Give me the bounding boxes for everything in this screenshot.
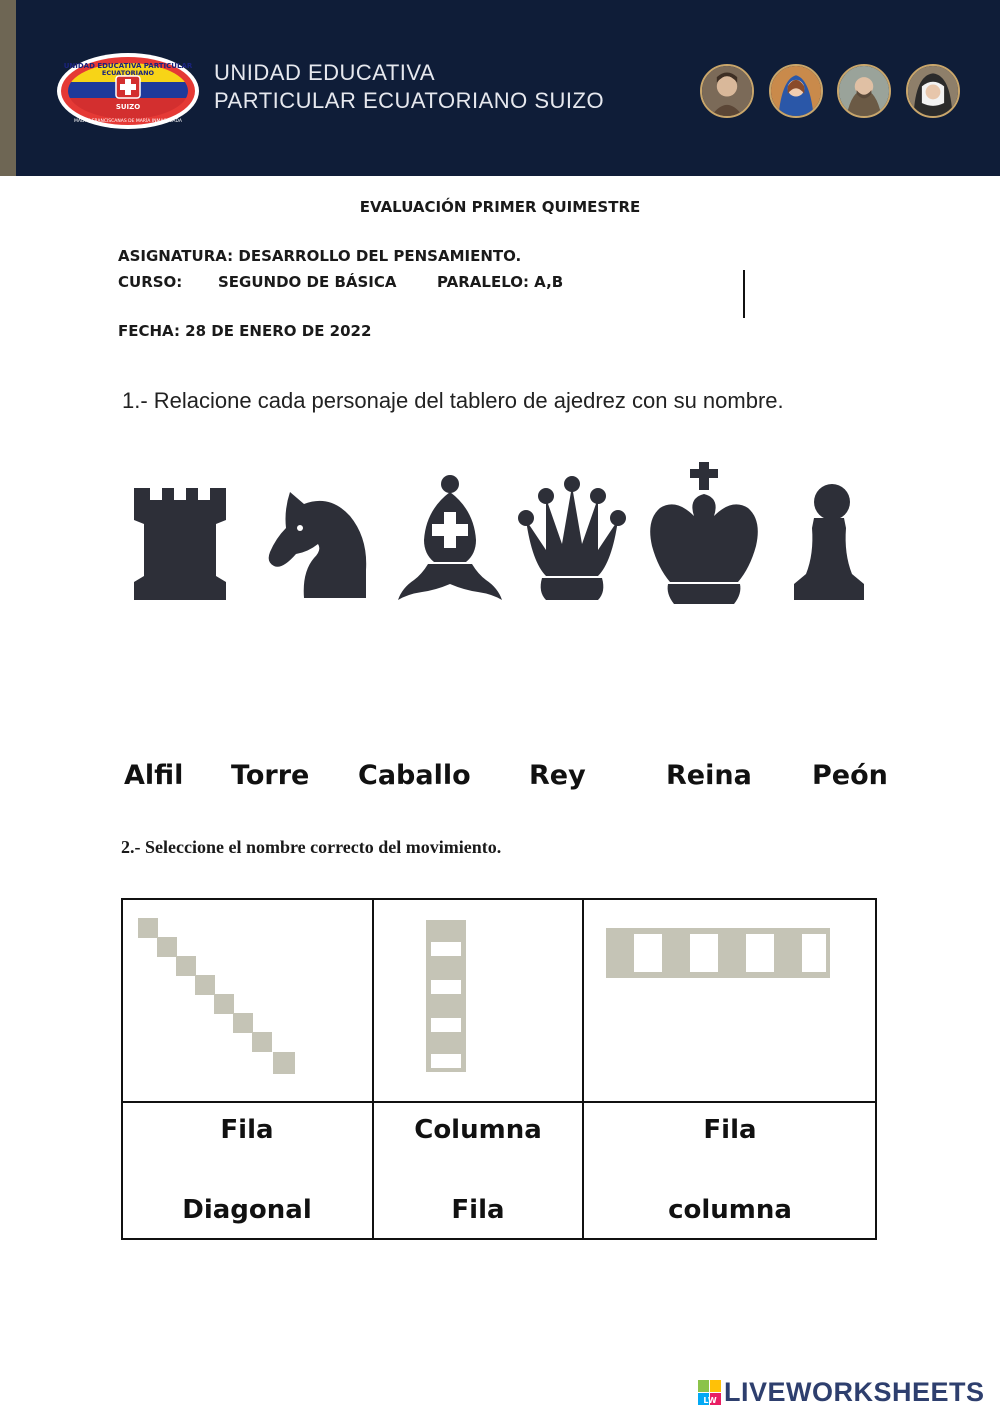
horizontal-row-movement-icon (604, 926, 832, 980)
svg-text:UNIDAD EDUCATIVA PARTICULAR: UNIDAD EDUCATIVA PARTICULAR (63, 62, 193, 70)
piece-name-3[interactable]: Caballo (358, 760, 471, 791)
vertical-divider (743, 270, 745, 318)
option-col3-second[interactable]: columna (668, 1195, 792, 1225)
course-label: CURSO: (118, 273, 183, 291)
portrait-3-icon (837, 64, 891, 118)
rook-icon[interactable] (128, 458, 232, 608)
king-icon[interactable] (646, 458, 762, 608)
liveworksheets-logo-icon (698, 1378, 722, 1408)
portrait-4-icon (906, 64, 960, 118)
header-banner (0, 0, 1000, 176)
vertical-column-movement-icon (424, 918, 468, 1074)
option-col1-first[interactable]: Fila (220, 1115, 274, 1145)
question-2-prompt: 2.- Seleccione el nombre correcto del movimiento. (121, 837, 502, 857)
svg-text:MADRE FRANCISCANAS DE MARÍA IN: MADRE FRANCISCANAS DE MARÍA INMACULADA (74, 119, 182, 124)
diagonal-movement-icon (136, 916, 298, 1076)
piece-name-2[interactable]: Torre (231, 760, 310, 791)
portrait-1-icon (700, 64, 754, 118)
exam-title: EVALUACIÓN PRIMER QUIMESTRE (359, 198, 641, 216)
liveworksheets-brand[interactable]: LIVEWORKSHEETS (724, 1377, 985, 1407)
portrait-2-icon (769, 64, 823, 118)
parallel-line: PARALELO: A,B (437, 273, 564, 291)
piece-name-6[interactable]: Peón (812, 760, 888, 791)
piece-name-4[interactable]: Rey (529, 760, 586, 791)
school-name-line1: UNIDAD EDUCATIVA (214, 60, 436, 85)
svg-text:SUIZO: SUIZO (115, 103, 141, 111)
header-side-stripe (0, 0, 16, 176)
svg-text:LW: LW (703, 1396, 717, 1405)
date-line: FECHA: 28 DE ENERO DE 2022 (118, 322, 372, 340)
svg-text:ECUATORIANO: ECUATORIANO (101, 69, 155, 77)
option-col2-first[interactable]: Columna (414, 1115, 542, 1145)
option-col1-second[interactable]: Diagonal (182, 1195, 312, 1225)
subject-line: ASIGNATURA: DESARROLLO DEL PENSAMIENTO. (118, 247, 522, 265)
option-col2-second[interactable]: Fila (451, 1195, 505, 1225)
course-value: SEGUNDO DE BÁSICA (218, 273, 397, 291)
school-name-line2: PARTICULAR ECUATORIANO SUIZO (214, 88, 605, 113)
bishop-icon[interactable] (394, 458, 506, 608)
option-col3-first[interactable]: Fila (703, 1115, 757, 1145)
school-logo (56, 52, 200, 130)
pawn-icon[interactable] (786, 458, 878, 608)
knight-icon[interactable] (260, 458, 374, 608)
queen-icon[interactable] (516, 458, 628, 608)
question-1-prompt: 1.- Relacione cada personaje del tablero de ajedrez con su nombre. (122, 388, 784, 413)
piece-name-5[interactable]: Reina (666, 760, 752, 791)
piece-name-1[interactable]: Alfil (124, 760, 184, 791)
